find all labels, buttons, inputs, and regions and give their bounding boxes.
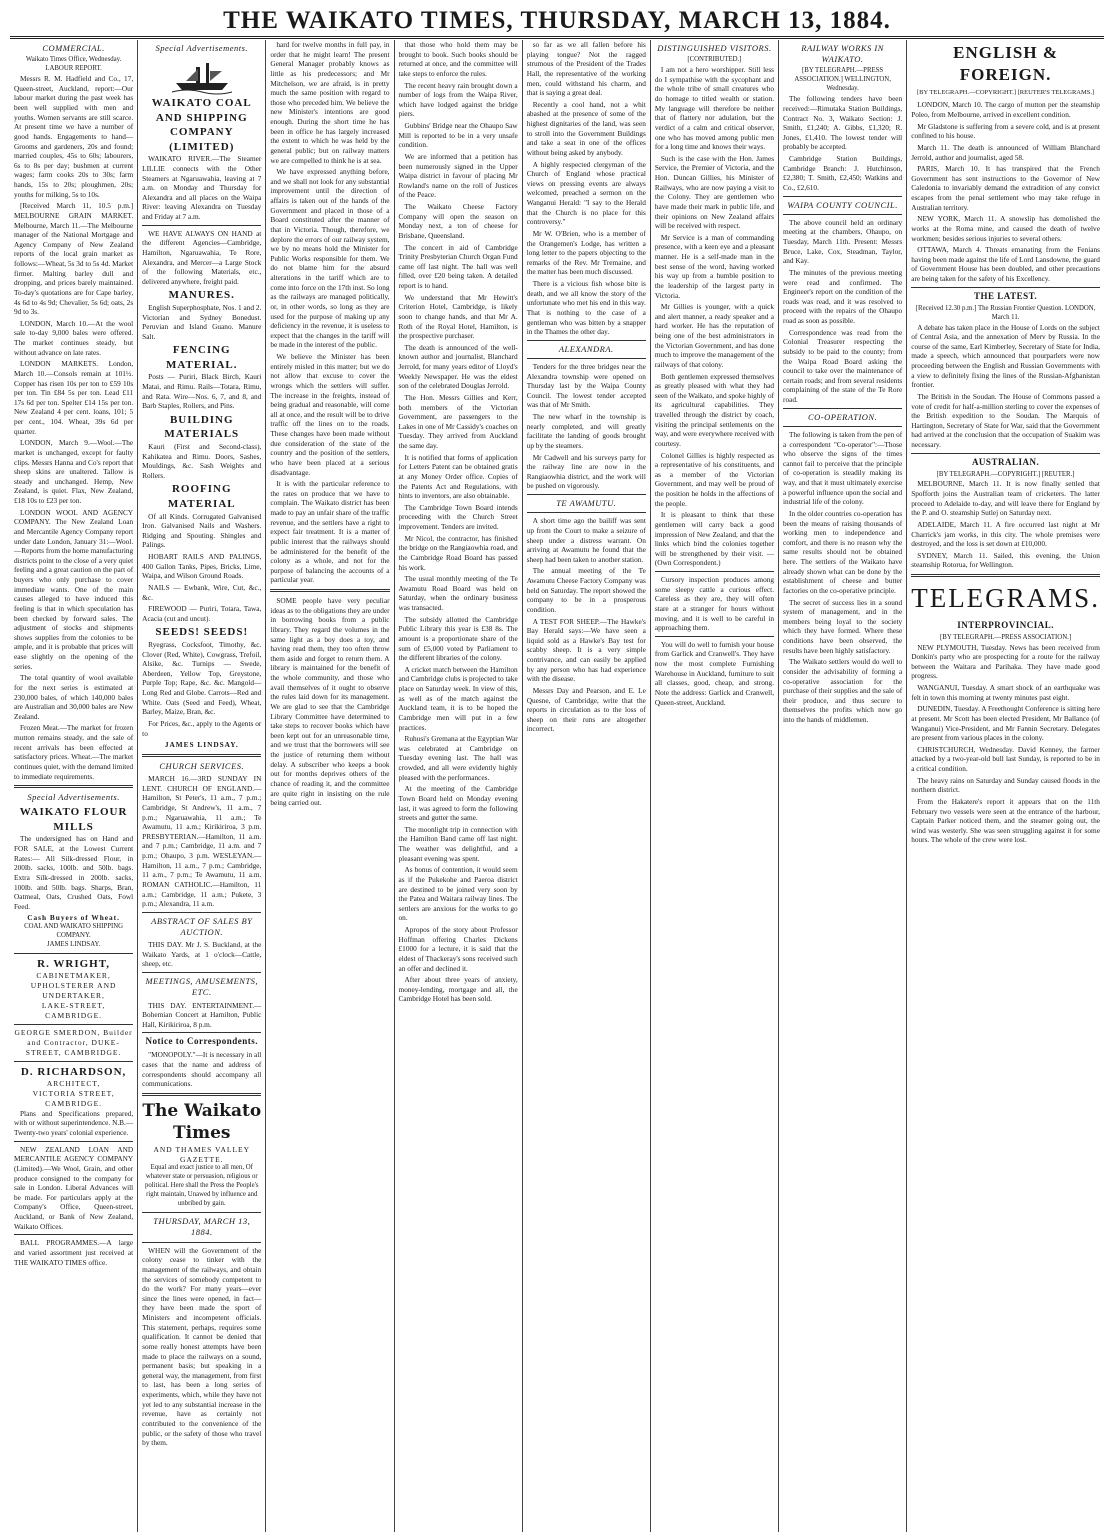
telegram-4: CHRISTCHURCH, Wednesday. David Kenney, the farmer attacked by a two-year-old bull last Sunday, is reported to be in a critical condition.	[911, 744, 1100, 774]
smerdon-ad: GEORGE SMERDON, Builder and Contractor, DUKE-STREET, CAMBRIDGE.	[14, 1027, 133, 1057]
alexandra-p3: Mr Cadwell and his surveys party for the railway line are now in the Rangiaowhia district, and the work will be pushed on vigorously.	[526, 452, 646, 491]
news-item-2: Gubbins' Bridge near the Ohaupo Saw Mill is reported to be in a very unsafe condition.	[398, 121, 518, 150]
railway-p2: Cambridge Station Buildings, Cambridge Branch: J. Hutchinson, £2,380; T. Smith, £2,450; Watkins and Co., £2,610.	[783, 154, 903, 192]
latest-2: The British in the Soudan. The House of Commons passed a vote of credit for half-a-million sterling to cover the expenses of the British expedition to the Soudan. The Marquis of Hartington, Secretary of State for War, said that the Government had arrived at the conclusion that the occupation of Suakim was necessary.	[911, 391, 1100, 450]
news-item-13: The subsidy allotted the Cambridge Public Library this year is £38 8s. The amount is a proportionate share of the sum of £5,000 voted by Parliament to the different libraries of the colony.	[398, 614, 518, 663]
visitors-sub: [CONTRIBUTED.]	[687, 56, 742, 64]
church-text: MARCH 16.—3RD SUNDAY IN LENT. CHURCH OF ENGLAND.—Hamilton, St Peter's, 11 a.m., 7 p.m.; Cambridge, St Andrew's, 11 a.m., 7 p.m.; Ngaruawahia, 11 a.m.; Te Awamutu, 11 a.m.; Kirikiriroa, 3 p.m. PRESBYTERIAN.—Hamilton, 11 a.m. and 7 p.m.; Cambridge, 11 a.m. and 7 p.m.; Ohaupo, 3 p.m. WESLEYAN.—Hamilton, 11 a.m., 7 p.m.; Cambridge, 11 a.m., 7 p.m.; Te Awamutu, 11 a.m. ROMAN CATHOLIC.—Hamilton, 11 a.m.; Cambridge, 11 a.m.; Pukete, 3 p.m.; Alexandra, 11 a.m.	[142, 774, 262, 909]
telegram-1: NEW PLYMOUTH, Tuesday. News has been received from Donkin's party who are prospecting for a route for the railway between the Waitara and Parihaka. They have made good progress.	[911, 642, 1100, 681]
waipa-heading: WAIPA COUNTY COUNCIL.	[787, 199, 898, 210]
wool-sale: LONDON, March 10.—At the wool sale to-day 9,000 bales were offered. The market continues steady, but without advance on late rates.	[14, 318, 134, 357]
manures-title: MANURES.	[168, 289, 235, 302]
cooperation-p2: In the older countries co-operation has been the means of raising thousands of working men to independence and comfort, and there is no reason why the same results should not be obtained here. The settlers of the Waikato have already shown what can be done by the establishment of cheese and butter factories on the co-operative principle.	[783, 508, 903, 595]
meetings-text: THIS DAY. ENTERTAINMENT.—Bohemian Concert at Hamilton, Public Hall, Kirikiriroa, 8 p.m.	[142, 1000, 262, 1029]
wool-quantity: The total quantity of wool available for the next series is estimated at 230,000 bales, of which 140,000 bales are Australian and 30,000 bales are New Zealand.	[14, 673, 134, 721]
commercial-heading: COMMERCIAL.	[42, 43, 105, 53]
column-2	[138, 40, 266, 1532]
library-article: SOME people have very peculiar ideas as to the obligations they are under in borrowing books from a public library. They regard the volumes in the same light as a boy does a toy, and having read them, they too often throw them aside and forget to return them. A library is maintained for the benefit of the whole community, and those who avail themselves of it ought to observe the rules laid down for its management. We are glad to see that the Cambridge Library Committee have determined to take steps to recover books which have been kept out for an unreasonable time, and we trust that the borrowers will see the justice of returning them without delay. A subscriber who keeps a book out for months deprives others of the chance of reading it, and the committee are quite right in insisting on the rule being carried out.	[270, 596, 390, 808]
column-3	[266, 40, 394, 1532]
latest-heading: THE LATEST.	[973, 290, 1038, 301]
frozen-meat: Frozen Meat.—The market for frozen mutton remains steady, and the sale of recent arrivals has been effected at satisfactory prices. Wheat.—The market continues quiet, with the demand limited to immediate requirements.	[14, 723, 134, 781]
news-item-5: The concert in aid of Cambridge Trinity Presbyterian Church Organ Fund came off last night. The hall was well filled, over £20 being taken. A detailed report is to hand.	[398, 242, 518, 290]
editorial-p1: hard for twelve months in full pay, in order that he might learn! The present General Manager probably knows as little as his predecessors; and Mr Mitchelson, we are afraid, is in pretty much the same position with regard to those who preceded him. We believe the new Minister's intentions are good enough. During the short time he has been in office he has largely increased the extent to which he was held by the general public; but on railway matters we are compelled to think he is at sea.	[270, 40, 390, 165]
news-item-14: A cricket match between the Hamilton and Cambridge clubs is projected to take place on Saturday week. In view of this, as well as of the match against the Auckland team, it is to be hoped the Cambridge men will put in a few practices.	[398, 664, 518, 732]
telegram-2: WANGANUI, Tuesday. A smart shock of an earthquake was felt in town this morning at twenty minutes past eight.	[911, 683, 1100, 702]
australian-2: ADELAIDE, March 11. A fire occurred last night at Mr Charrick's jam works, in this city. The whole premises were destroyed, and the loss is set down at £10,000.	[911, 519, 1100, 549]
richardson-text: Plans and Specifications prepared, with or without superintendence. N.B.—Twenty-two years' colonial experience.	[14, 1108, 134, 1138]
news-item-11: Mr Nicol, the contractor, has finished the bridge on the Rangiaowhia road, and the Cambridge Road Board has passed his work.	[398, 533, 518, 572]
column-4	[395, 40, 523, 1532]
visitors-p6: Colonel Gillies is highly respected as a representative of his constituents, and as a member of the Victorian Government, and may well be proud of the position he holds in the affections of the people.	[654, 450, 775, 508]
visitors-p4: Mr Gillies is younger, with a quick and alert manner, a ready speaker and a hard worker. He has the reputation of being one of the best administrators in the Victorian Government, and has done much to improve the management of the railways of that colony.	[654, 302, 775, 369]
paper-title: The Waikato Times	[142, 1100, 262, 1144]
manures-text: English Superphosphate, Nos. 1 and 2. Victorian and Sydney Bonedust. Peruvian and Island Guano. Manure Salt.	[142, 302, 262, 341]
railway-sub: [BY TELEGRAPH.—PRESS ASSOCIATION.] WELLINGTON, Wednesday.	[794, 67, 891, 93]
interprovincial-sub: [BY TELEGRAPH.—PRESS ASSOCIATION.]	[940, 633, 1072, 641]
building-text: Kauri (First and Second-class), Kahikatea and Rimu. Doors, Sashes, Mouldings, &c. Sash Weights and Rollers.	[142, 441, 262, 480]
foreign-4: PARIS, March 10. It has transpired that the French Government has sent instructions to the Governor of New Caledonia to invariably demand the extradition of any convict escapes from the penal settlement who may take refuge in Australian territory.	[911, 164, 1100, 212]
lindsay-name: JAMES LINDSAY.	[164, 740, 239, 750]
test-for-sheep: A TEST FOR SHEEP.—The Hawke's Bay Herald says:—We have seen a liquid sold as a Hawke's Bay test for scabby sheep. It is a very simple contrivance, and can easily be applied by any person who has had experience with the disease.	[526, 616, 646, 684]
news-item-20: After about three years of anxiety, money-lending, mortgage and all, the Cambridge Hotel has been sold.	[398, 975, 518, 1004]
cash-buyers: Cash Buyers of Wheat.	[27, 913, 120, 923]
col5-p4: There is a vicious fish whose bite is death, and we all know the story of the unfortunate who met his end in this way. That is nothing to the case of a gentleman who was bitten by a snapper in the Thames the other day.	[526, 279, 646, 337]
masthead-title: THE WAIKATO TIMES, THURSDAY, MARCH 13, 1884.	[10, 6, 1104, 39]
wright-name: R. WRIGHT,	[37, 957, 111, 970]
latest-sub: [Received 12.30 p.m.] The Russian Frontier Question. LONDON, March 11.	[915, 304, 1096, 321]
english-foreign-heading: ENGLISH & FOREIGN.	[953, 43, 1059, 85]
visitors-p2: Such is the case with the Hon. James Service, the Premier of Victoria, and the Hon. Duncan Gillies, his Minister of Railways, who are now paying a visit to the Colony. They are gentlemen who have made their mark in public life, and their opinions on New Zealand affairs will be received with respect.	[654, 153, 775, 231]
news-item-3: We are informed that a petition has been numerously signed in the Upper Waipa district in favour of placing Mr Rowland's name on the roll of Justices of the Peace.	[398, 151, 518, 200]
news-item-6: We understand that Mr Hewitt's Criterion Hotel, Cambridge, is likely soon to change hands, and that Mr A. Roth of the Royal Hotel, Hamilton, is the prospective purchaser.	[398, 292, 518, 341]
labour-heading: LABOUR REPORT.	[45, 65, 102, 73]
paper-motto: Equal and exact justice to all men, Of whatever state or persuasion, religious or political. Here shall the Press the People's right maintain, Unawed by influence and unbribed by gain.	[144, 1164, 259, 1208]
notice-heading: Notice to Correspondents.	[145, 1036, 259, 1047]
column-6	[651, 40, 779, 1532]
column-8	[907, 40, 1104, 1532]
wright-trade: CABINETMAKER, UPHOLSTERER AND UNDERTAKER,	[30, 971, 117, 1001]
labour-report: Messrs R. M. Hadfield and Co., 17, Queen-street, Auckland, report:—Our labour market during the past week has been well supplied with men and youths. Women servants are still scarce. At present time we have a number of good hands. Engagements to hand—Grooms and gardeners, 20s and found; married couples, 45s to 60s; labourers, 6s to 8s per day; bushmen at current wages; farm cooks 20s to 30s; farm hands, 15s to 20s; ploughmen, 20s; youths for milking, 5s to 10s.	[14, 74, 134, 199]
abstract-text: THIS DAY. Mr J. S. Buckland, at the Waikato Yards, at 1 o'clock—Cattle, sheep, etc.	[142, 940, 262, 969]
telegram-3: DUNEDIN, Tuesday. A Freethought Conference is sitting here at present. Mr Scott has been elected President, Mr Ballance (of Wanganui) Vice-President, and Mr Fannin Secretary. Delegates are present from various places in the colony.	[911, 704, 1100, 743]
steamship-icon	[172, 57, 232, 93]
fencing-text: Posts — Puriri, Black Birch, Kauri Matai, and Rimu. Rails—Totara, Rimu, and Rata. Wire—Nos. 6, 7, and 8, and Barb Staples, Rollers, and Pins.	[142, 372, 262, 411]
melbourne-grain: [Received March 11, 10.5 p.m.] MELBOURNE GRAIN MARKET. Melbourne, March 11.—The Melbourne manager of the National Mortgage and Agency Company of New Zealand reports of the local grain market as follows:—Wheat, 5s 3d to 5s 4d. Market firmer. Malting barley dull and dropping, and prices barely maintained. To-day's quotations are for Cape barley, 4s 6d to 4s 9d; Chevalier, 5s 6d; oats, 2s 9d to 3s.	[14, 201, 134, 317]
latest-1: A debate has taken place in the House of Lords on the subject of Central Asia, and the annexation of Merv by Russia. In the course of the same, Earl Kimberley, Secretary of State for India, made a speech, which announced that pourparlers were now proceeding between the English and Russian Governments with a view to definitely fixing the lines of the Russian-Afghanistan frontier.	[911, 322, 1100, 390]
australian-1: MELBOURNE, March 11. It is now finally settled that Spofforth joins the Australian team of cricketers. The latter proceed to Adelaide to-day, and will leave there for England by the P. and O. steamship Sutlej on Saturday next.	[911, 479, 1100, 518]
coal-shipping-title: WAIKATO COAL AND SHIPPING COMPANY (LIMITED)	[151, 97, 252, 153]
richardson-address: VICTORIA STREET, CAMBRIDGE.	[32, 1088, 115, 1108]
richardson-trade: ARCHITECT,	[46, 1079, 101, 1089]
news-item-8: The Hon. Messrs Gillies and Kerr, both members of the Victorian Government, are passengers to the Lakes in one of Mr Cassidy's coaches on Tuesday. They arrived from Auckland the same day.	[398, 392, 518, 450]
news-item-12: The usual monthly meeting of the Te Awamutu Road Board was held on Saturday, when the ordinary business was transacted.	[398, 574, 518, 612]
editorial-date: THURSDAY, MARCH 13, 1884.	[153, 1216, 251, 1238]
alexandra-p1: Tenders for the three bridges near the Alexandra township were opened on Thursday last by the Waipa County Council. The lowest tender accepted was that of Mr Smith.	[526, 361, 646, 410]
nails-text: NAILS — Ewbank, Wire, Cut, &c., &c.	[142, 582, 262, 602]
visitors-p3: Mr Service is a man of commanding presence, with a keen eye and a pleasant manner. He is a self-made man in the best sense of the word, having worked his way up from a humble position to the leadership of the largest party in Victoria.	[654, 232, 775, 300]
alexandra-heading: ALEXANDRA.	[558, 343, 614, 354]
news-item-17: The moonlight trip in connection with the Hamilton Band came off last night. The weather was delightful, and a pleasant evening was spent.	[398, 824, 518, 863]
news-item-15: Ruhusi's Gremana at the Egyptian War was celebrated at Cambridge on Tuesday evening last. The hall was crowded, and all were evidently highly pleased with the performances.	[398, 734, 518, 782]
coal-shipping-text: WAIKATO RIVER.—The Steamer LILLIE connects with the Other Steamers at Ngaruawahia, leaving at 7 a.m. on Monday and Thursday for Alexandra and all places on the Waipa River: leaving Alexandra on Tuesday and Friday at 7 a.m.	[142, 154, 262, 222]
hobart-text: HOBART RAILS AND PALINGS, 400 Gallon Tanks, Pipes, Bricks, Lime, Waipa, and Wilson Ground Roads.	[142, 552, 262, 581]
editorial-p3: We believe the Minister has been entirely misled in this matter; but we do not allow that excuse to cover the wrongs which the settlers will suffer. The increase in the freights, instead of being gradual and reasonable, will come all at once, and the result will be to drive traffic off the lines on to the roads. These changes have been made without due consideration of the state of the country and the position of the settlers, who have been placed at a serious disadvantage.	[270, 352, 390, 477]
wool-market: LONDON, March 9.—Wool.—The market is unchanged, except for faulty clips. Messrs Hanna and Co's report that sheep skins are unaltered. Tallow is steady and unchanged. Hemp, New Zealand, is quiet. Flax, New Zealand, £18 10s to £23 per ton.	[14, 438, 134, 506]
visitors-p7: It is pleasant to think that these gentlemen will carry back a good impression of New Zealand, and that the links which bind the colonies together will be strengthened by their visit. — (Own Correspondent.)	[654, 510, 775, 568]
building-title: BUILDING MATERIALS	[164, 413, 240, 441]
flour-mills-text: The undersigned has on Hand and FOR SALE, at the Lowest Current Rates:— All Silk-dressed Flour, in 200lb. sacks, 100lb. and 50lb. bags. Extra Silk-dressed in 200lb. sacks, 100lb. and 50lb. bags. Sharps, Bran, Oatmeal, Oats, Crushed Oats, Fowl Feed.	[14, 834, 134, 911]
paper-subtitle: AND THAMES VALLEY GAZETTE.	[153, 1144, 251, 1164]
column-7	[779, 40, 907, 1532]
waipa-p1: The above council held an ordinary meeting at the chambers, Ohaupo, on Tuesday, March 11th. Present: Messrs Bruce, Lake, Cox, Steadman, Taylor, and Kay.	[783, 217, 903, 266]
railway-p1: The following tenders have been received:—Rimutaka Station Buildings, Contract No. 3, Waikato Section: J. Smith, £1,240; A. Gibbs, £1,320; R. Jones, £1,410. The lowest tender will probably be accepted.	[783, 94, 903, 152]
news-item-7: The death is announced of the well-known author and journalist, Blanchard Jerrold, for many years editor of Lloyd's Weekly Newspaper. He was the eldest son of the celebrated Douglas Jerrold.	[398, 342, 518, 391]
column-1	[10, 40, 138, 1532]
news-item-16: At the meeting of the Cambridge Town Board held on Monday evening last, it was agreed to form the following streets and gutter the same.	[398, 784, 518, 823]
sheep-report: Messrs Day and Pearson, and E. Le Quesne, of Cambridge, write that the reports in circulation as to the loss of sheep on their runs are altogether incorrect.	[526, 685, 646, 734]
meetings-heading: MEETINGS, AMUSEMENTS, ETC.	[145, 976, 259, 998]
newspaper-page	[10, 6, 1104, 1532]
te-awamutu-heading: TE AWAMUTU.	[556, 498, 617, 509]
cooperation-p4: The Waikato settlers would do well to consider the advisability of forming a co-operative association for the purchase of their supplies and the sale of their produce, and thus secure to themselves the profits which now go into the hands of middlemen.	[783, 657, 903, 725]
australian-heading: AUSTRALIAN.	[971, 456, 1040, 467]
london-markets: LONDON MARKETS. London, March 10.—Consols remain at 101½. Copper has risen 10s per ton to £59 10s per ton. Tin £84 5s per ton. Lead £11 17s 6d per ton. Spelter £14 15s per ton. New Zealand 4 per cent. loans, 101; 5 per cent., 104. Wheat, 39s 6d per quarter.	[14, 359, 134, 436]
english-foreign-sub: [BY TELEGRAPH.—COPYRIGHT.] [REUTER'S TELEGRAMS.]	[917, 88, 1095, 96]
foreign-5: NEW YORK, March 11. A snowslip has demolished the works at the Roma mine, and caused the death of twelve workmen; besides serious injuries to several others.	[911, 214, 1100, 243]
seeds-title: SEEDS! SEEDS!	[155, 626, 249, 639]
abstract-heading: ABSTRACT OF SALES BY AUCTION.	[151, 915, 253, 937]
special-ads-heading-2: Special Advertisements.	[155, 43, 249, 53]
telegram-6: From the Hakatere's report it appears that on the 11th February two vessels were seen at the entrance of the harbour, Captain Parker noticed them, and the steamer going out, the wind was westerly. She was seen struggling against it for some hours. The whole of the crew were lost.	[911, 796, 1100, 845]
seeds-text: Ryegrass, Cocksfoot, Timothy, &c. Clover (Red, White), Cowgrass, Trefoil, Alsike, &c. Turnips — Swede, Aberdeen, Yellow Top, Greystone, Purple Top; Rape, &c. &c. Mangold—Long Red and Globe. Carrots—Red and White. Oats (Seed and Feed), Wheat, Barley, Maize, Bran, &c.	[142, 639, 262, 717]
special-ads-heading: Special Advertisements.	[27, 792, 120, 803]
news-item-18: As bonus of contention, it would seem as if the Pukekohe and Paeroa district are destined to be joined very soon by the Patea and Waitara railway lines. The settlers are anxious for the works to go on.	[398, 865, 518, 923]
te-awamutu-p1: A short time ago the bailiff was sent up from the Court to make a seizure of sheep under a distress warrant. On arriving at Awamutu he found that the sheep had been taken to another station.	[526, 516, 646, 564]
notice-text: "MONOPOLY."—It is necessary in all cases that the name and address of correspondents should accompany all communications.	[142, 1050, 262, 1089]
railway-heading: RAILWAY WORKS IN WAIKATO.	[801, 43, 884, 65]
news-item-19: Apropos of the story about Professor Hoffman offering Charles Dickens £1000 for a lecture, it is said that the eldest of Thackeray's sons received such an offer and declined it.	[398, 925, 518, 973]
te-awamutu-p2: The annual meeting of the Te Awamutu Cheese Factory Company was held on Saturday. The report showed the company to be in a prosperous condition.	[526, 566, 646, 614]
editorial-lead: WHEN will the Government of the colony cease to tinker with the management of the railways, and obtain the services of somebody competent to do the work? For many years—ever since the lines were opened, in fact—they have been made the sport of Ministers and incompetent officials. This statement, perhaps, requires some qualification. It cannot be denied that some really honest attempts have been made to place the railways on a sound, permanent basis; but speaking in a general way, the management, from first to last, has been a long series of experiments, which, while they have not yet led to any substantial increase in the revenue, have as certainly not contributed to the convenience of the public, or the safety of those who travel by them.	[142, 1245, 262, 1448]
wright-address: LAKE-STREET, CAMBRIDGE.	[41, 1001, 106, 1021]
foreign-6: OTTAWA, March 4. Threats emanating from the Fenians having been made against the life of Lord Lansdowne, the guard of Government House has been doubled, and other precautions are being taken for the safety of his Excellency.	[911, 245, 1100, 284]
mill-company: COAL AND WAIKATO SHIPPING COMPANY.	[24, 923, 124, 939]
church-heading: CHURCH SERVICES.	[159, 760, 245, 771]
col5-p1: so far as we all fallen before his playing tongue? Not the ragged strumous of the President of the Trades Hall, the representative of the working men, could withstand his charm, and that is saying a great deal.	[526, 40, 646, 98]
news-item-9: It is notified that forms of application for Letters Patent can be obtained gratis at any Money Order office. Copies of the Patents Act and Regulations, with hints to inventors, are also obtainable.	[398, 452, 518, 501]
australian-sub: [BY TELEGRAPH.—COPYRIGHT.] [REUTER.]	[936, 470, 1075, 478]
ball-programmes-ad: BALL PROGRAMMES.—A large and varied assortment just received at THE WAIKATO TIMES office.	[14, 1238, 134, 1267]
visitors-p1: I am not a hero worshipper. Still less do I sympathise with the sycophant and the whole tribe of small creatures who do homage to titled wealth or station. My language will therefore be neither that of flattery nor adulation, but the verdict of a calm and critical observer, one who has moved among public men for a long time and knows their ways.	[654, 65, 775, 152]
cooperation-p3: The secret of success lies in a sound system of management, and in the members being loyal to the society which they have formed. Where these conditions have been observed, the results have been highly satisfactory.	[783, 597, 903, 655]
visitors-heading: DISTINGUISHED VISITORS.	[657, 43, 772, 53]
cooperation-p1: The following is taken from the pen of a correspondent "Co-operator":—Those who observe the signs of the times cannot fail to perceive that the principle of co-operation is steadily making its way, and that it must ultimately exercise a powerful influence upon the social and industrial life of the colony.	[783, 429, 903, 507]
visitors-p5: Both gentlemen expressed themselves as greatly pleased with what they had seen of the Waikato, and spoke highly of its agricultural capabilities. They travelled through the district by coach, visiting the principal settlements on the way, and were everywhere received with courtesy.	[654, 371, 775, 448]
roofing-title: ROOFING MATERIAL	[167, 483, 236, 510]
col5-p2: Recently a cool hand, not a whit abashed at the presence of some of the highest dignitaries of the land, was seen to stroll into the Government Buildings and take a seat in one of the offices without being asked by anybody.	[526, 99, 646, 157]
col5-clergyman: A highly respected clergyman of the Church of England whose practical views on pressing events are always welcomed, preached a sermon on the Wanganui Herald: "I say to the Herald that the Church is no place for this controversy."	[526, 159, 646, 227]
garlick-ad: You will do well to furnish your house from Garlick and Cranwell's. They have now the most complete Furnishing Warehouse in Auckland, furniture to suit all classes, good, cheap, and strong. Note the address: Garlick and Cranwell, Queen-street, Auckland.	[654, 639, 775, 707]
australian-3: SYDNEY, March 11. Sailed, this evening, the Union steamship Rotorua, for Wellington.	[911, 550, 1100, 570]
waipa-p2: The minutes of the previous meeting were read and confirmed. The Engineer's report on the condition of the roads was read, and it was resolved to proceed with the repairs of the Ohaupo road as soon as possible.	[783, 267, 903, 326]
cooperation-heading: CO-OPERATION.	[808, 411, 878, 422]
cattle-p: Cursory inspection produces among some sleepy cattle a curious effect. Careless as they are, they will often stare at a stranger for hours without moving, and it is well to be careful in approaching them.	[654, 575, 775, 633]
news-item-10: The Cambridge Town Board intends proceeding with the Church Street improvement. Tenders are invited.	[398, 502, 518, 531]
alexandra-p2: The new wharf in the township is nearly completed, and will greatly facilitate the landing of goods brought up by the steamers.	[526, 412, 646, 450]
loan-company-report: LONDON WOOL AND AGENCY COMPANY. The New Zealand Loan and Mercantile Agency Company report under date London, January 31:—Wool.—Reports from the home manufacturing districts point to the close of a very quiet feeling and a great caution on the part of buyers who only purchase to cover immediate wants. One of the main causes alleged to have induced this feeling is that in which speculation has been checked by forward sales. The adjustment of stocks and shipments shows supplies from the colonies to be ample, and it is probable that prices will ease slightly on the opening of the series.	[14, 507, 134, 671]
mill-owner: JAMES LINDSAY.	[46, 940, 101, 948]
editorial-p4: It is with the particular reference to the rates on produce that we have to complain. The Waikato district has been made to pay an unfair share of the traffic revenue, and the settlers have a right to expect fair treatment. It is a matter of public interest that the railways should be administered for the benefit of the colony as a whole, and not for the purpose of balancing the accounts of a particular year.	[270, 479, 390, 585]
editorial-p2: We have expressed anything before, and we shall not look for any substantial improvement until the direction of affairs is taken out of the hands of the Government and placed in those of a Board constituted after the manner of that in Victoria. Though, therefore, we deplore the errors of our railway system, we by no means hold the Minister for Public Works responsible for them. We do not blame him for the absurd alterations in the tariff which are to come into force on the 17th inst. So long as the railways are managed politically, or, in other words, so long as they are used for the purpose of making up any deficiency in the revenue, it is useless to expect that the changes in the tariff will be made in the interest of the public.	[270, 167, 390, 350]
news-item-1: The recent heavy rain brought down a number of logs from the Waipa River, which have lodged against the bridge piers.	[398, 80, 518, 119]
nz-loan-ad: NEW ZEALAND LOAN AND MERCANTILE AGENCY COMPANY (Limited).—We Wool, Grain, and other produce consigned to the company for sale in London. Liberal Advances will be made. For particulars apply at the Company's Office, Queen-street, Auckland, or Bank of New Zealand, Waikato Offices.	[14, 1144, 134, 1231]
interprovincial-heading: INTERPROVINCIAL.	[957, 619, 1054, 630]
roofing-text: Of all Kinds. Corrugated Galvanised Iron. Galvanised Nails and Washers. Ridging and Spouting. Shingles and Palings.	[142, 511, 262, 550]
foreign-2: Mr Gladstone is suffering from a severe cold, and is at present confined to his house.	[911, 121, 1100, 141]
waipa-p3: Correspondence was read from the Colonial Treasurer respecting the subsidy to be paid to the county; from the Waipa Road Board asking the council to take over the maintenance of certain roads; and from several residents complaining of the state of the Te Rore road.	[783, 327, 903, 405]
news-item-4: The Waikato Cheese Factory Company will open the season on Monday next, a ton of cheese for Brisbane, Queensland.	[398, 202, 518, 240]
foreign-3: March 11. The death is announced of William Blanchard Jerrold, author and journalist, aged 58.	[911, 142, 1100, 162]
telegrams-heading: TELEGRAMS.	[911, 583, 1100, 614]
commercial-dateline: Waikato Times Office, Wednesday.	[25, 56, 122, 64]
richardson-name: D. RICHARDSON,	[20, 1065, 127, 1078]
prices-text: For Prices, &c., apply to the Agents or to	[142, 718, 262, 738]
stock-text: WE HAVE ALWAYS ON HAND at the different Agencies—Cambridge, Hamilton, Ngaruawahia, Te Rore, Alexandra, and Mercer—a Large Stock of the following Materials, etc., delivered anywhere, freight paid.	[142, 228, 262, 286]
foreign-1: LONDON, March 10. The cargo of mutton per the steamship Poleo, from Melbourne, arrived in excellent condition.	[911, 100, 1100, 120]
column-5	[523, 40, 651, 1532]
col5-p3: Mr W. O'Brien, who is a member of the Orangemen's Lodge, has written a long letter to the papers objecting to the remarks of the Rev. Mr Tremaine, and the matter has been much discussed.	[526, 228, 646, 277]
flour-mills-title: WAIKATO FLOUR MILLS	[19, 806, 128, 833]
fencing-title: FENCING MATERIAL.	[166, 344, 238, 371]
telegram-5: The heavy rains on Saturday and Sunday caused floods in the northern district.	[911, 775, 1100, 795]
news-p0: that those who hold them may be brought to book. Such books should be returned at once, and the committee will take steps to enforce the rules.	[398, 40, 518, 78]
columns	[10, 40, 1104, 1532]
firewood-text: FIREWOOD — Puriri, Totara, Tawa, Acacia (cut and uncut).	[142, 604, 262, 623]
